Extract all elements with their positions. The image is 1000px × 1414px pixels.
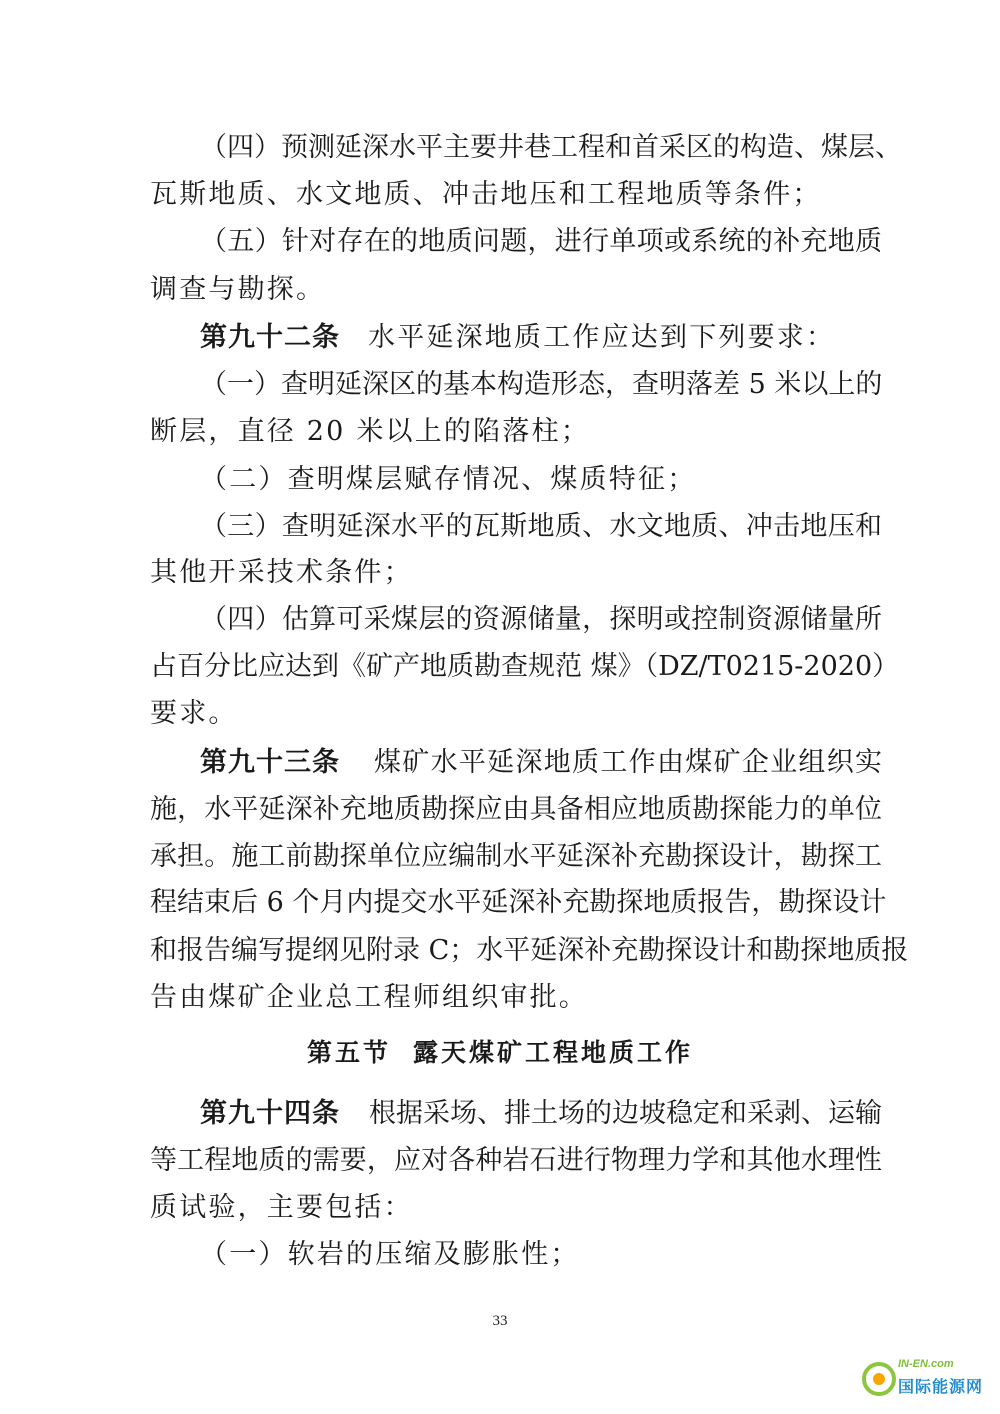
text-line: 等工程地质的需要，应对各种岩石进行物理力学和其他水理性 — [150, 1145, 882, 1176]
text-line: 其他开采技术条件； — [150, 557, 413, 588]
text-line: （一）软岩的压缩及膨胀性； — [200, 1239, 580, 1270]
text-line: 质试验，主要包括： — [150, 1192, 413, 1223]
watermark-site: IN-EN.com — [898, 1358, 954, 1370]
text-line: （四）预测延深水平主要井巷工程和首采区的构造、煤层、 — [200, 132, 902, 163]
section-title: 露天煤矿工程地质工作 — [413, 1038, 694, 1067]
text-line: （二）查明煤层赋存情况、煤质特征； — [200, 464, 697, 495]
section-heading — [0, 1033, 1000, 1073]
article-paragraph — [200, 743, 882, 783]
page-number: 33 — [492, 1313, 508, 1329]
text-line: 施，水平延深补充地质勘探应由具备相应地质勘探能力的单位 — [150, 794, 882, 825]
text-line: 承担。施工前勘探单位应编制水平延深补充勘探设计，勘探工 — [150, 841, 882, 872]
text-line: 调查与勘探。 — [150, 274, 326, 305]
section-number: 第五节 — [306, 1038, 391, 1067]
sun-logo-icon — [862, 1362, 896, 1396]
text-line: （四）估算可采煤层的资源储量，探明或控制资源储量所 — [200, 604, 882, 635]
text-line: 和报告编写提纲见附录 C；水平延深补充勘探设计和勘探地质报 — [150, 935, 909, 966]
watermark-name: 国际能源网 — [898, 1377, 984, 1396]
article-number: 第九十四条 — [200, 1098, 340, 1129]
text-line: 根据采场、排土场的边坡稳定和采剥、运输 — [369, 1098, 882, 1129]
text-line: 水平延深地质工作应达到下列要求： — [368, 322, 836, 353]
text-line: 程结束后 6 个月内提交水平延深补充勘探地质报告，勘探设计 — [150, 887, 887, 918]
article-paragraph — [200, 318, 882, 358]
text-line: （一）查明延深区的基本构造形态，查明落差 5 米以上的 — [200, 369, 883, 400]
text-line: 占百分比应达到《矿产地质勘查规范 煤》（DZ/T0215-2020） — [150, 651, 900, 682]
text-line: 告由煤矿企业总工程师组织审批。 — [150, 982, 588, 1013]
article-number: 第九十三条 — [200, 747, 340, 778]
text-line: （三）查明延深水平的瓦斯地质、水文地质、冲击地压和 — [200, 511, 882, 542]
text-line: 瓦斯地质、水文地质、冲击地压和工程地质等条件； — [150, 179, 822, 210]
watermark-logo — [862, 1356, 992, 1404]
text-line: 要求。 — [150, 698, 238, 729]
article-paragraph — [200, 1094, 882, 1134]
article-number: 第九十二条 — [200, 322, 340, 353]
text-line: 断层，直径 20 米以上的陷落柱； — [150, 416, 590, 447]
text-line: 煤矿水平延深地质工作由煤矿企业组织实 — [374, 747, 882, 778]
text-line: （五）针对存在的地质问题，进行单项或系统的补充地质 — [200, 226, 882, 257]
